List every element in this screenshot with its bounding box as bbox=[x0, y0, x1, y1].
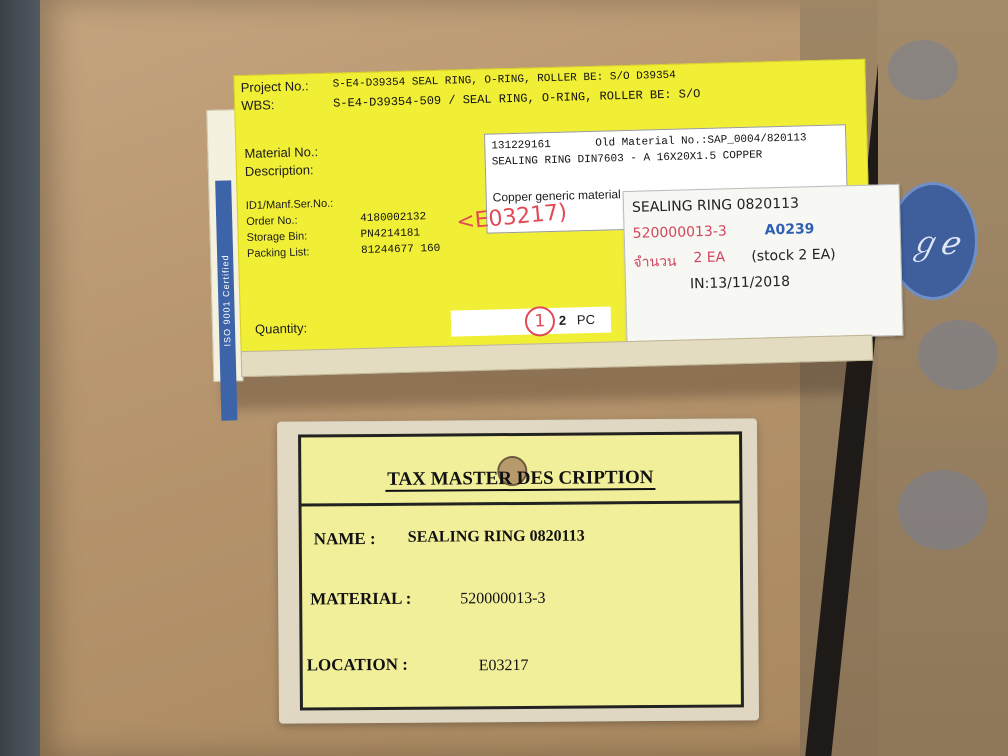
handwritten-location: <E03217) bbox=[455, 199, 569, 236]
sticker-date: IN:13/11/2018 bbox=[689, 273, 791, 293]
wbs-label: WBS: bbox=[241, 97, 275, 114]
sticker-material-number: 520000013-3 bbox=[632, 223, 727, 242]
yellow-label bbox=[233, 59, 872, 355]
handwritten-qty-circle: 1 bbox=[525, 306, 556, 337]
card-divider bbox=[302, 500, 740, 506]
card-material-value: 520000013-3 bbox=[460, 589, 546, 608]
packing-envelope bbox=[205, 42, 884, 399]
ge-logo-text: ℊℯ bbox=[907, 224, 959, 262]
card-name-label: NAME : bbox=[313, 528, 376, 549]
card-location-value: E03217 bbox=[478, 656, 529, 675]
stock-sticker bbox=[623, 184, 904, 343]
storage-bin-value: PN4214181 bbox=[360, 227, 421, 241]
quantity-label: Quantity: bbox=[254, 320, 308, 337]
quantity-box bbox=[451, 306, 612, 336]
sticker-bin: A0239 bbox=[764, 221, 815, 239]
card-material-label: MATERIAL : bbox=[310, 588, 412, 609]
storage-bin-label: Storage Bin: bbox=[246, 230, 308, 244]
order-value: 4180002132 bbox=[360, 211, 427, 225]
manf-serial-label: ID1/Manf.Ser.No.: bbox=[245, 197, 334, 212]
old-material-number: Old Material No.:SAP_0004/820113 bbox=[595, 132, 807, 150]
card-location-label: LOCATION : bbox=[306, 654, 408, 675]
sticker-qty-prefix: จำนวน bbox=[633, 253, 677, 271]
quantity-unit: PC bbox=[576, 311, 596, 328]
sticker-name: SEALING RING 0820113 bbox=[631, 195, 800, 216]
laminated-tag bbox=[277, 418, 759, 723]
quantity-value: 2 bbox=[558, 312, 567, 328]
packing-list-value: 81244677 160 bbox=[360, 242, 441, 257]
card-name-value: SEALING RING 0820113 bbox=[407, 527, 585, 546]
right-box-panel bbox=[878, 0, 1008, 756]
card-title bbox=[301, 466, 739, 491]
order-label: Order No.: bbox=[246, 214, 298, 228]
wbs-value: S-E4-D39354-509 / SEAL RING, O-RING, ROLLER BE: S/O bbox=[333, 87, 701, 111]
material-number: 131229161 bbox=[491, 138, 551, 153]
packing-list-label: Packing List: bbox=[246, 246, 310, 260]
project-label: Project No.: bbox=[240, 78, 309, 96]
generic-material: Copper generic material bbox=[492, 187, 621, 205]
project-value: S-E4-D39354 SEAL RING, O-RING, ROLLER BE: S/O D39354 bbox=[332, 69, 676, 91]
description-label: Description: bbox=[244, 162, 314, 179]
tax-master-card bbox=[298, 431, 744, 710]
card-title-text: TAX MASTER DES CRIPTION bbox=[385, 467, 655, 492]
sticker-qty-value: 2 EA bbox=[693, 249, 726, 267]
description-value: SEALING RING DIN7603 - A 16X20X1.5 COPPER bbox=[491, 149, 763, 169]
sticker-qty-stock: (stock 2 EA) bbox=[751, 246, 836, 265]
side-certification: ISO 9001 Certified bbox=[215, 180, 237, 420]
material-label: Material No.: bbox=[244, 144, 319, 161]
